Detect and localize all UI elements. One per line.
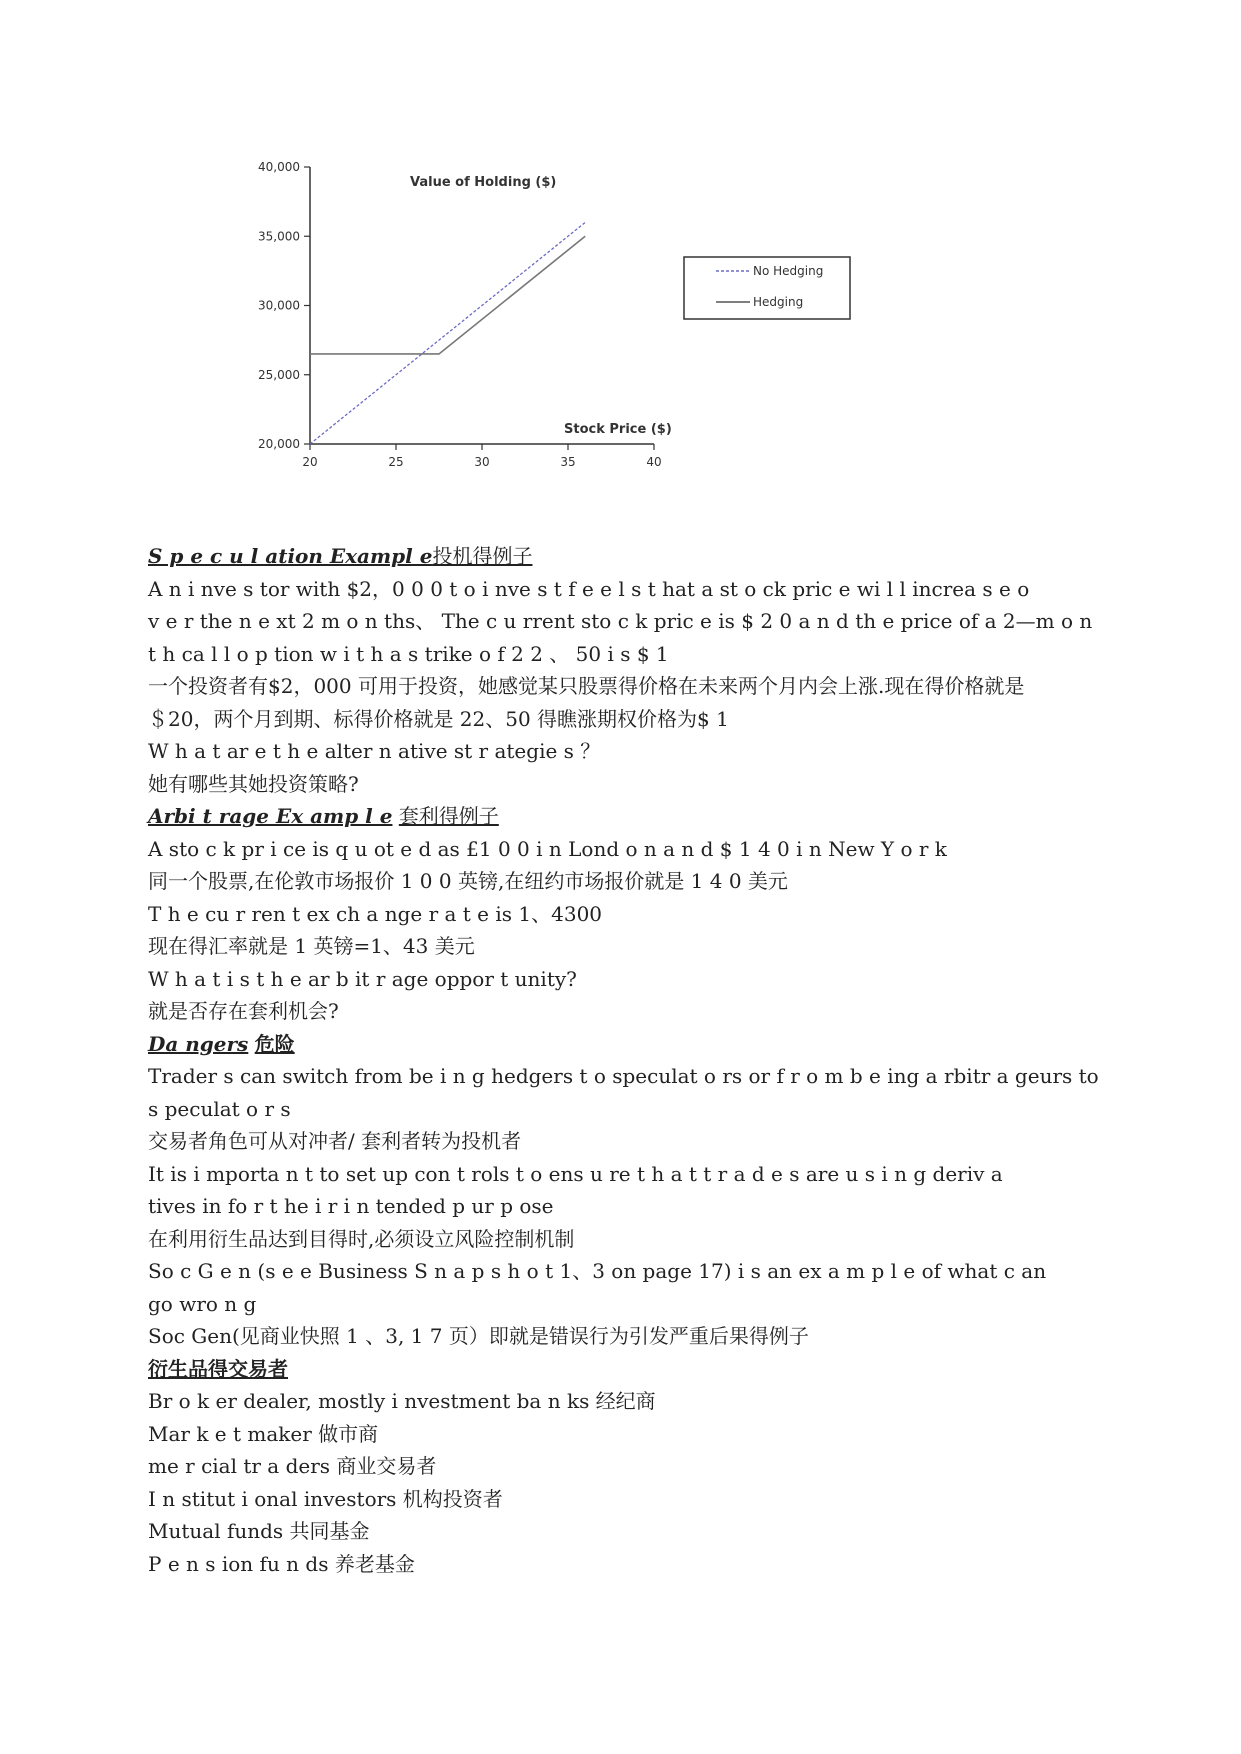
x-tick-label: 20 (302, 455, 318, 469)
x-tick-label: 25 (388, 455, 404, 469)
dangers-line: 在利用衍生品达到目得时,必须设立风险控制机制 (148, 1226, 575, 1251)
dangers-line: go wro n g (148, 1291, 257, 1316)
dangers-heading-en: Da ngers (148, 1031, 249, 1056)
speculation-line: v e r the n e xt 2 m o n ths、 The c u rrent sto c k pric e is $ 2 0 a n d th e price of a 2—m o n (148, 609, 1093, 633)
dangers-line: s peculat o r s (148, 1096, 291, 1121)
speculation-heading-en: S p e c u l ation Exampl e (148, 544, 433, 568)
series-line-no-hedging (310, 222, 585, 444)
traders-line: me r cial tr a ders 商业交易者 (148, 1454, 437, 1478)
dangers-line: Soc Gen(见商业快照 1 、3, 1 7 页）即就是错误行为引发严重后果得例子 (148, 1324, 809, 1348)
value-of-holding-chart (250, 150, 970, 530)
dangers-line: So c G e n (s e e Business S n a p s h o t 1、3 on page 17) i s an ex a m p l e of what c an (148, 1259, 1047, 1283)
arbitrage-heading (148, 800, 1108, 833)
arbitrage-line: A sto c k pr i ce is q u ot e d as £1 0 0 i n Lond o n a n d $ 1 4 0 i n New Y o r k (148, 836, 947, 861)
speculation-line: t h ca l l o p tion w i t h a s trike o f 2 2 、 50 i s $ 1 (148, 641, 669, 666)
speculation-line: 一个投资者有$2，000 可用于投资，她感觉某只股票得价格在未来两个月内会上涨.现在得价格就是 (148, 674, 1025, 698)
speculation-heading-zh: 投机得例子 (432, 544, 533, 568)
dangers-line: tives in fo r t he i r i n tended p ur p ose (148, 1194, 554, 1218)
arbitrage-heading-zh: 套利得例子 (398, 804, 499, 828)
x-tick-label: 30 (474, 455, 490, 469)
legend-label-hedging: Hedging (753, 295, 804, 309)
traders-line: Mar k e t maker 做市商 (148, 1421, 379, 1446)
legend-label-no-hedging: No Hedging (753, 264, 824, 278)
speculation-line: 她有哪些其她投资策略? (148, 771, 359, 796)
chart-title: Value of Holding ($) (410, 175, 557, 190)
arbitrage-line: T h e cu r ren t ex ch a nge r a t e is 1、4300 (148, 901, 603, 926)
dangers-heading-zh: 危险 (254, 1031, 295, 1056)
y-tick-label: 20,000 (258, 437, 300, 451)
y-tick-label: 25,000 (258, 367, 300, 382)
arbitrage-line: 就是否存在套利机会? (148, 999, 339, 1023)
traders-line: Br o k er dealer, mostly i nvestment ba n ks 经纪商 (148, 1389, 656, 1413)
speculation-line: A n i nve s tor with $2，0 0 0 t o i nve s t f e e l s t hat a st o ck pric e wi l l increa s e o (148, 576, 1030, 601)
traders-line: I n stitut i onal investors 机构投资者 (148, 1486, 503, 1511)
speculation-line: W h a t ar e t h e alter n ative st r ategie s ？ (148, 739, 601, 763)
arbitrage-line: 现在得汇率就是 1 英镑=1、43 美元 (148, 934, 475, 958)
arbitrage-heading-en: Arbi t rage Ex amp l e (148, 804, 393, 828)
document-body (148, 540, 1108, 1580)
traders-line: Mutual funds 共同基金 (148, 1519, 370, 1543)
speculation-line: ＄20，两个月到期、标得价格就是 22、50 得瞧涨期权价格为$ 1 (148, 706, 729, 731)
derivative-traders-heading: 衍生品得交易者 (148, 1356, 288, 1381)
x-axis-label: Stock Price ($) (564, 422, 672, 437)
chart-legend (684, 257, 850, 319)
dangers-line: Trader s can switch from be i n g hedgers t o speculat o rs or f r o m b e ing a rbitr a geurs to (148, 1064, 1099, 1088)
speculation-heading (148, 540, 1108, 573)
y-tick-label: 35,000 (258, 229, 300, 244)
x-tick-label: 35 (560, 455, 576, 469)
traders-line: P e n s ion fu n ds 养老基金 (148, 1551, 415, 1576)
x-tick-label: 40 (646, 455, 662, 469)
arbitrage-line: 同一个股票,在伦敦市场报价 1 0 0 英镑,在纽约市场报价就是 1 4 0 美元 (148, 869, 788, 893)
y-tick-label: 30,000 (258, 298, 300, 313)
dangers-line: It is i mporta n t to set up con t rols t o ens u re t h a t t r a d e s are u s i n g deriv a (148, 1161, 1003, 1186)
dangers-line: 交易者角色可从对冲者/ 套利者转为投机者 (148, 1129, 522, 1153)
series-line-hedging (310, 236, 585, 354)
y-tick-label: 40,000 (258, 160, 300, 174)
chart-series (310, 222, 585, 444)
arbitrage-line: W h a t i s t h e ar b it r age oppor t unity? (148, 966, 577, 991)
dangers-heading (148, 1028, 1108, 1061)
